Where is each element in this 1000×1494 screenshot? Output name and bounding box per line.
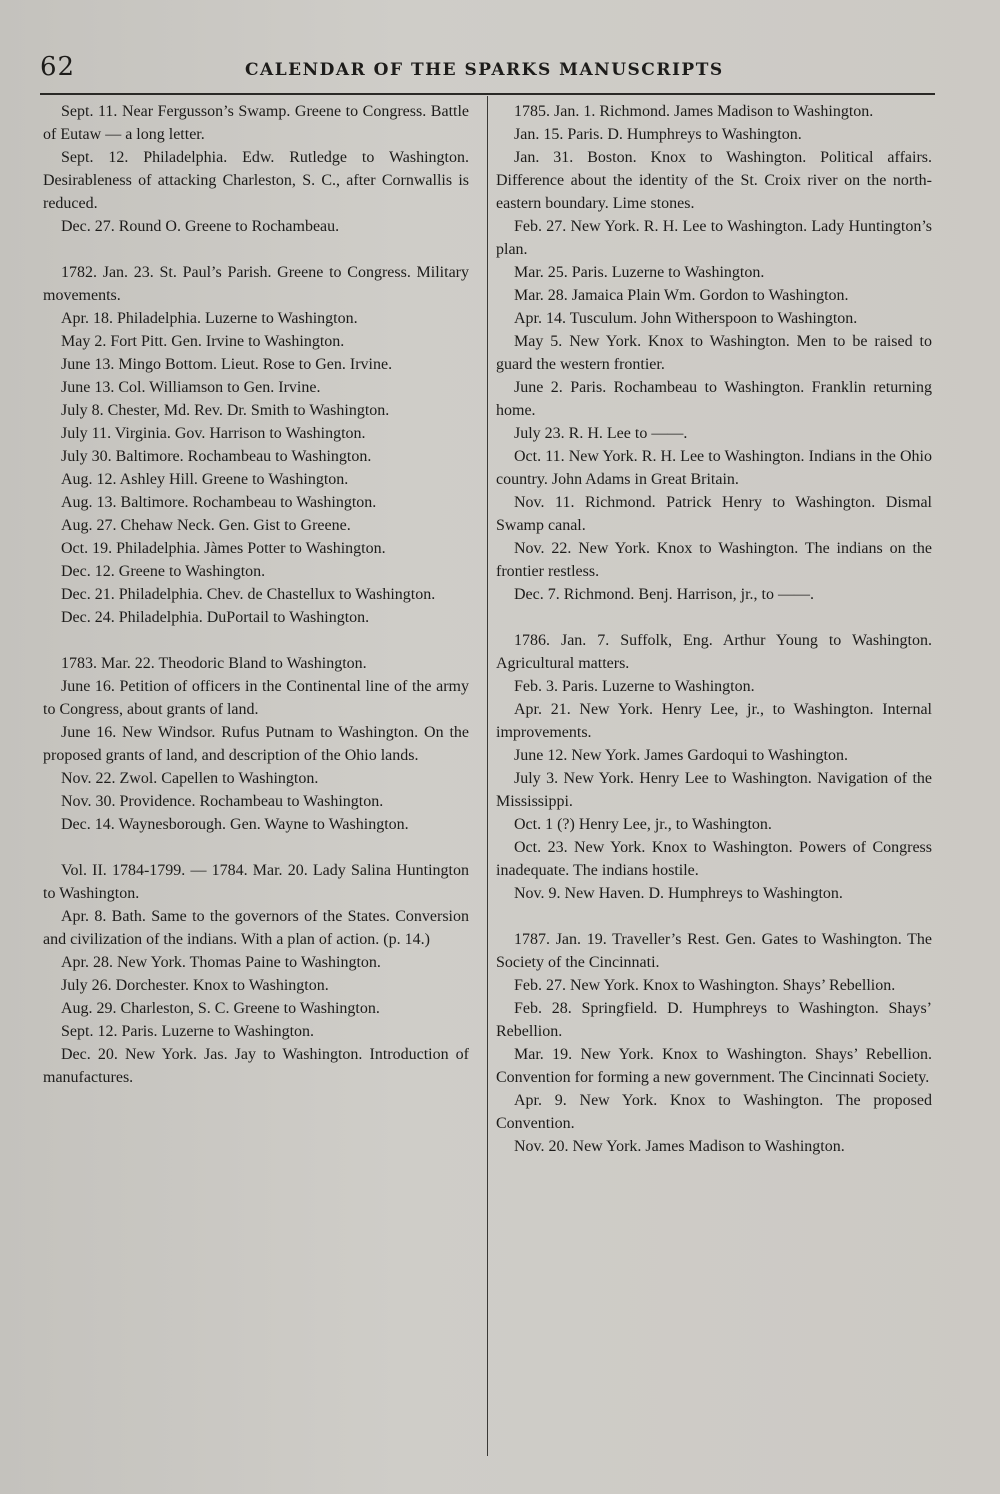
calendar-entry: May 5. New York. Knox to Washington. Men to be raised to guard the western frontier.	[496, 333, 932, 373]
calendar-entry: Oct. 23. New York. Knox to Washington. Powers of Congress inadequate. The indians hostile.	[496, 839, 932, 879]
calendar-entry: Apr. 14. Tusculum. John Witherspoon to Washington.	[514, 310, 858, 327]
calendar-entry: Aug. 13. Baltimore. Rochambeau to Washington.	[61, 494, 377, 511]
calendar-entry: Dec. 12. Greene to Washington.	[61, 563, 266, 580]
calendar-entry: Nov. 22. Zwol. Capellen to Washington.	[61, 770, 319, 787]
left-column	[43, 100, 469, 1089]
calendar-entry: Apr. 28. New York. Thomas Paine to Washington.	[61, 954, 381, 971]
running-title: CALENDAR OF THE SPARKS MANUSCRIPTS	[245, 60, 724, 80]
calendar-entry: 1787. Jan. 19. Traveller’s Rest. Gen. Gates to Washington. The Society of the Cincinnati.	[496, 931, 932, 971]
calendar-entry: 1785. Jan. 1. Richmond. James Madison to Washington.	[514, 103, 874, 120]
calendar-entry: June 13. Col. Williamson to Gen. Irvine.	[61, 379, 321, 396]
calendar-entry: Sept. 12. Paris. Luzerne to Washington.	[61, 1023, 315, 1040]
calendar-entry: Dec. 14. Waynesborough. Gen. Wayne to Washington.	[61, 816, 409, 833]
calendar-entry: Oct. 1 (?) Henry Lee, jr., to Washington.	[514, 816, 772, 833]
year-section-gap	[496, 606, 932, 629]
calendar-entry: Feb. 27. New York. R. H. Lee to Washington. Lady Huntington’s plan.	[496, 218, 932, 258]
header-rule	[40, 93, 935, 95]
calendar-entry: July 30. Baltimore. Rochambeau to Washington.	[61, 448, 372, 465]
calendar-entry: Apr. 8. Bath. Same to the governors of the States. Conversion and civilization of the indians. With a plan of action. (p. 14.)	[43, 908, 469, 948]
column-divider	[487, 96, 488, 1456]
calendar-entry: Dec. 21. Philadelphia. Chev. de Chastellux to Washington.	[61, 586, 436, 603]
calendar-entry: Nov. 30. Providence. Rochambeau to Washington.	[61, 793, 384, 810]
calendar-entry: Dec. 27. Round O. Greene to Rochambeau.	[61, 218, 340, 235]
calendar-entry: Mar. 25. Paris. Luzerne to Washington.	[514, 264, 765, 281]
calendar-entry: Nov. 11. Richmond. Patrick Henry to Washington. Dismal Swamp canal.	[496, 494, 932, 534]
right-column	[496, 100, 932, 1158]
calendar-entry: Oct. 11. New York. R. H. Lee to Washington. Indians in the Ohio country. John Adams in Great Britain.	[496, 448, 932, 488]
calendar-entry: May 2. Fort Pitt. Gen. Irvine to Washington.	[61, 333, 345, 350]
calendar-entry: June 13. Mingo Bottom. Lieut. Rose to Gen. Irvine.	[61, 356, 393, 373]
calendar-entry: Nov. 22. New York. Knox to Washington. The indians on the frontier restless.	[496, 540, 932, 580]
calendar-entry: Jan. 15. Paris. D. Humphreys to Washington.	[514, 126, 802, 143]
calendar-entry: Oct. 19. Philadelphia. Jàmes Potter to Washington.	[61, 540, 386, 557]
calendar-entry: July 26. Dorchester. Knox to Washington.	[61, 977, 329, 994]
calendar-entry: Apr. 21. New York. Henry Lee, jr., to Washington. Internal improvements.	[496, 701, 932, 741]
calendar-entry: July 8. Chester, Md. Rev. Dr. Smith to Washington.	[61, 402, 390, 419]
calendar-entry: June 12. New York. James Gardoqui to Washington.	[514, 747, 848, 764]
page-header	[40, 52, 940, 92]
calendar-entry: July 3. New York. Henry Lee to Washington. Navigation of the Mississippi.	[496, 770, 932, 810]
calendar-entry: 1783. Mar. 22. Theodoric Bland to Washington.	[61, 655, 367, 672]
calendar-entry: Dec. 24. Philadelphia. DuPortail to Washington.	[61, 609, 370, 626]
calendar-entry: Aug. 29. Charleston, S. C. Greene to Washington.	[61, 1000, 380, 1017]
page-number: 62	[40, 52, 76, 82]
calendar-entry: Dec. 20. New York. Jas. Jay to Washington. Introduction of manufactures.	[43, 1046, 469, 1086]
calendar-entry: Jan. 31. Boston. Knox to Washington. Political affairs. Difference about the identity of the St. Croix river on the north-eastern boundary. Lime stones.	[496, 149, 932, 212]
calendar-entry: July 23. R. H. Lee to ——.	[514, 425, 688, 442]
calendar-entry: Mar. 19. New York. Knox to Washington. Shays’ Rebellion. Convention for forming a new government. The Cincinnati Society.	[496, 1046, 932, 1086]
calendar-entry: Nov. 9. New Haven. D. Humphreys to Washington.	[514, 885, 843, 902]
calendar-entry: June 2. Paris. Rochambeau to Washington. Franklin returning home.	[496, 379, 932, 419]
calendar-entry: 1782. Jan. 23. St. Paul’s Parish. Greene to Congress. Military movements.	[43, 264, 469, 304]
calendar-entry: Mar. 28. Jamaica Plain Wm. Gordon to Washington.	[514, 287, 849, 304]
calendar-entry: Dec. 7. Richmond. Benj. Harrison, jr., to ——.	[514, 586, 814, 603]
calendar-entry: June 16. New Windsor. Rufus Putnam to Washington. On the proposed grants of land, and description of the Ohio lands.	[43, 724, 469, 764]
calendar-entry: Feb. 28. Springfield. D. Humphreys to Washington. Shays’ Rebellion.	[496, 1000, 932, 1040]
year-section-gap	[43, 629, 469, 652]
calendar-entry: Vol. II. 1784-1799. — 1784. Mar. 20. Lady Salina Huntington to Washington.	[43, 862, 469, 902]
calendar-entry: Feb. 3. Paris. Luzerne to Washington.	[514, 678, 755, 695]
calendar-entry: Nov. 20. New York. James Madison to Washington.	[514, 1138, 845, 1155]
calendar-entry: Sept. 12. Philadelphia. Edw. Rutledge to Washington. Desirableness of attacking Charleston, S. C., after Cornwallis is reduced.	[43, 149, 469, 212]
calendar-entry: July 11. Virginia. Gov. Harrison to Washington.	[61, 425, 366, 442]
calendar-entry: June 16. Petition of officers in the Continental line of the army to Congress, about grants of land.	[43, 678, 469, 718]
year-section-gap	[43, 836, 469, 859]
year-section-gap	[43, 238, 469, 261]
calendar-entry: Sept. 11. Near Fergusson’s Swamp. Greene to Congress. Battle of Eutaw — a long letter.	[43, 103, 469, 143]
calendar-entry: Apr. 9. New York. Knox to Washington. The proposed Convention.	[496, 1092, 932, 1132]
calendar-entry: Aug. 12. Ashley Hill. Greene to Washington.	[61, 471, 349, 488]
calendar-entry: Apr. 18. Philadelphia. Luzerne to Washington.	[61, 310, 358, 327]
calendar-entry: Feb. 27. New York. Knox to Washington. Shays’ Rebellion.	[514, 977, 896, 994]
year-section-gap	[496, 905, 932, 928]
calendar-entry: 1786. Jan. 7. Suffolk, Eng. Arthur Young to Washington. Agricultural matters.	[496, 632, 932, 672]
calendar-entry: Aug. 27. Chehaw Neck. Gen. Gist to Greene.	[61, 517, 351, 534]
